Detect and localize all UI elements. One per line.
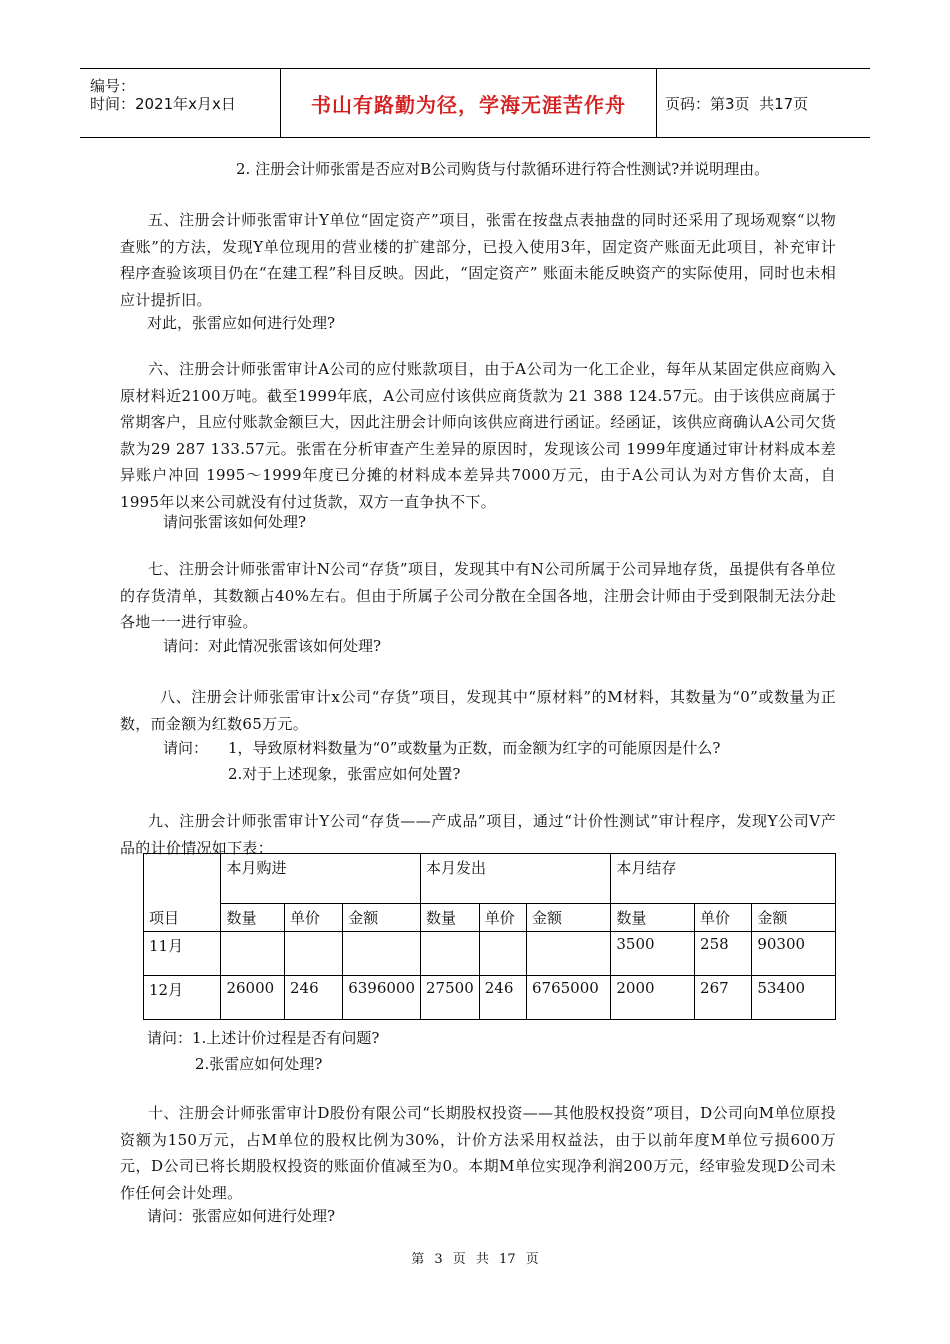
sub-header-cell: 数量 <box>421 904 480 932</box>
header-page-info <box>657 69 870 137</box>
table-cell: 246 <box>479 976 526 1020</box>
q6-paragraph: 六、注册会计师张雷审计A公司的应付账款项目，由于A公司为一化工企业，每年从某固定供应商购入原材料近2100万吨。截至1999年底，A公司应付该供应商货款为 21 388 124.57元。由于该供应商属于常期客户，且应付账款金额巨大，因此注册会计师向该供应商进行函证。经函证，该供应商确认A公司欠货款为29 287 133.57元。张雷在分析审查产生差异的原因时，发现该公司 1999年度通过审计材料成本差异账户冲回 1995～1999年度已分摊的材料成本差异共7000万元，由于A公司认为对方售价太高，自1995年以来公司就没有付过货款，双方一直争执不下。 <box>120 360 836 511</box>
sub-header-cell: 金额 <box>343 904 421 932</box>
group-header-balance: 本月结存 <box>611 854 836 904</box>
time-label: 时间：2021年x月x日 <box>90 95 236 113</box>
inventory-pricing-table <box>143 853 836 1020</box>
table-cell: 258 <box>695 932 752 976</box>
motto-text: 书山有路勤为径，学海无涯苦作舟 <box>311 92 626 117</box>
q10-question: 请问：张雷应如何进行处理? <box>147 1207 336 1225</box>
table-cell: 6765000 <box>527 976 611 1020</box>
group-header-issued: 本月发出 <box>421 854 611 904</box>
sub-header-cell: 单价 <box>284 904 342 932</box>
table-cell: 267 <box>695 976 752 1020</box>
q6-question: 请问张雷该如何处理? <box>163 513 307 531</box>
table-cell: 27500 <box>421 976 480 1020</box>
serial-label: 编号： <box>90 77 136 95</box>
page-header <box>80 68 870 138</box>
table-row <box>144 976 836 1020</box>
sub-header-cell: 单价 <box>695 904 752 932</box>
sub-header-cell: 金额 <box>752 904 836 932</box>
q8-paragraph: 八、注册会计师张雷审计x公司“存货”项目，发现其中“原材料”的M材料，其数量为“0”或数量为正数，而金额为红数65万元。 <box>120 688 836 733</box>
table-cell: 6396000 <box>343 976 421 1020</box>
q8-question-label: 请问： <box>163 739 209 757</box>
table-cell <box>284 932 342 976</box>
q7-question: 请问：对此情况张雷该如何处理? <box>163 637 382 655</box>
page-info-text: 页码：第3页 共17页 <box>665 94 809 113</box>
table-cell: 246 <box>284 976 342 1020</box>
group-header-purchase: 本月购进 <box>221 854 421 904</box>
q9-paragraph: 九、注册会计师张雷审计Y公司“存货——产成品”项目，通过“计价性测试”审计程序，发现Y公司V产品的计价情况如下表： <box>120 812 836 857</box>
page-footer: 第 3 页 共 17 页 <box>411 1252 539 1267</box>
q8-question-2: 2.对于上述现象，张雷应如何处置? <box>228 765 461 783</box>
q8-question-1: 1，导致原材料数量为“0”或数量为正数，而金额为红字的可能原因是什么? <box>228 739 721 757</box>
q5-paragraph: 五、注册会计师张雷审计Y单位“固定资产”项目，张雷在按盘点表抽盘的同时还采用了现场观察“以物查账”的方法，发现Y单位现用的营业楼的扩建部分，已投入使用3年，固定资产账面无此项目，补充审计程序查验该项目仍在“在建工程”科目反映。因此，“固定资产” 账面未能反映资产的实际使用，同时也未相应计提折旧。 <box>120 211 836 309</box>
q9-question-1: 请问：1.上述计价过程是否有问题? <box>147 1029 380 1047</box>
table-row <box>144 932 836 976</box>
table-cell <box>527 932 611 976</box>
q10-paragraph: 十、注册会计师张雷审计D股份有限公司“长期股权投资——其他股权投资”项目，D公司向M单位原投资额为150万元，占M单位的股权比例为30%，计价方法采用权益法，由于以前年度M单位亏损600万元，D公司已将长期股权投资的账面价值减至为0。本期M单位实现净利润200万元，经审验发现D公司未作任何会计处理。 <box>120 1104 836 1202</box>
table-cell: 90300 <box>752 932 836 976</box>
sub-header-cell: 数量 <box>611 904 695 932</box>
sub-header-cell: 数量 <box>221 904 285 932</box>
sub-header-cell: 金额 <box>527 904 611 932</box>
table-cell: 2000 <box>611 976 695 1020</box>
table-cell: 26000 <box>221 976 285 1020</box>
table-cell: 3500 <box>611 932 695 976</box>
header-meta <box>80 69 281 137</box>
table-sub-header-row <box>144 904 836 932</box>
table-cell: 53400 <box>752 976 836 1020</box>
q5-question: 对此，张雷应如何进行处理? <box>147 314 336 332</box>
item-header: 项目 <box>144 854 221 932</box>
table-cell <box>343 932 421 976</box>
table-cell <box>221 932 285 976</box>
table-cell <box>421 932 480 976</box>
q4-item-2: 2. 注册会计师张雷是否应对B公司购货与付款循环进行符合性测试?并说明理由。 <box>236 160 770 178</box>
sub-header-cell: 单价 <box>479 904 526 932</box>
q9-question-2: 2.张雷应如何处理? <box>195 1055 323 1073</box>
header-motto-cell <box>281 69 657 137</box>
table-cell <box>479 932 526 976</box>
q7-paragraph: 七、注册会计师张雷审计N公司“存货”项目，发现其中有N公司所属于公司异地存货，虽提供有各单位的存货清单，其数额占40%左右。但由于所属子公司分散在全国各地，注册会计师由于受到限制无法分赴各地一一进行审验。 <box>120 560 836 631</box>
row-label: 12月 <box>144 976 221 1020</box>
table-group-header-row <box>144 854 836 904</box>
row-label: 11月 <box>144 932 221 976</box>
